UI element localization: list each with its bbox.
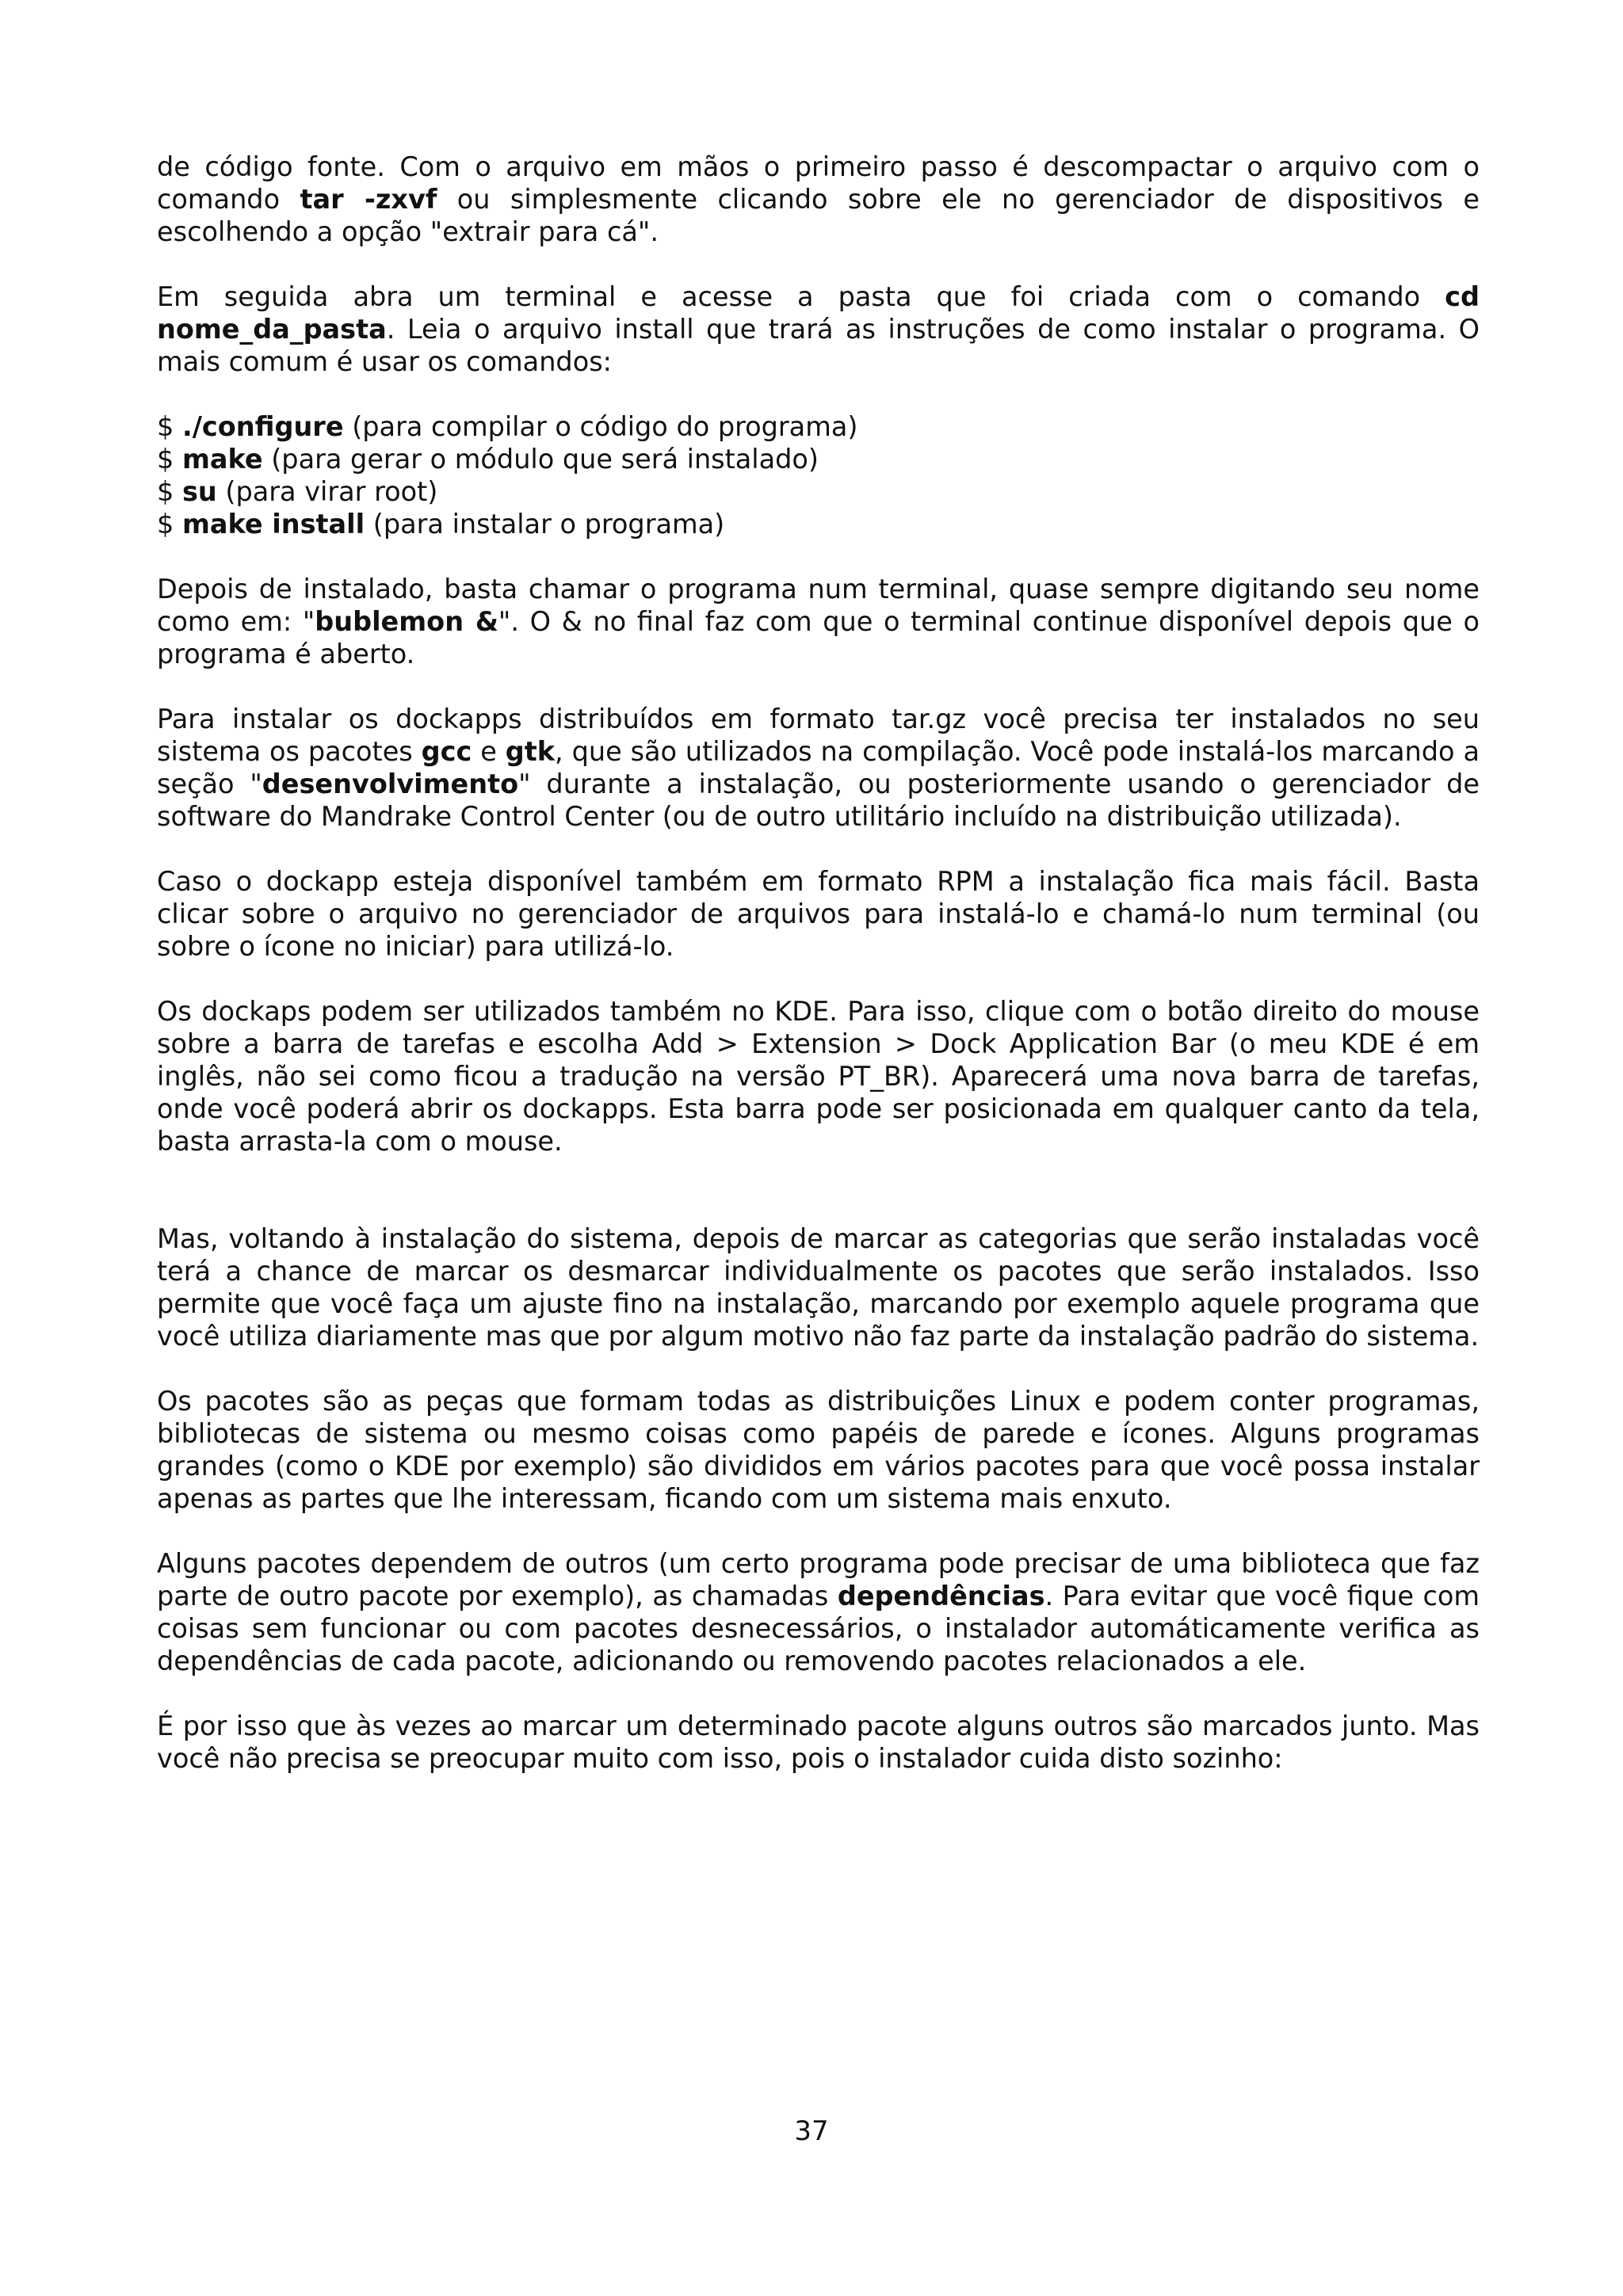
paragraph <box>157 703 1480 833</box>
bold-term: gcc <box>421 736 472 767</box>
command-note: (para compilar o código do programa) <box>343 411 858 442</box>
text-run: Mas, voltando à instalação do sistema, depois de marcar as categorias que serão instaladas você terá a chance de marcar os desmarcar individualmente os pacotes que serão instalados. Isso permite que você faça um ajuste fino na instalação, marcando por exemplo aquele programa que você utiliza diariamente mas que por algum motivo não faz parte da instalação padrão do sistema. <box>157 1223 1480 1352</box>
text-run: Alguns pacotes dependem de outros (um certo programa pode precisar de uma biblioteca que faz parte de outro pacote por exemplo), as chamadas <box>157 1548 1480 1611</box>
command-text: su <box>181 476 217 507</box>
text-run: É por isso que às vezes ao marcar um determinado pacote alguns outros são marcados junto. Mas você não precisa se preocupar muito com isso, pois o instalador cuida disto sozinho: <box>157 1711 1480 1774</box>
command-prompt: $ <box>157 444 182 475</box>
text-run: ". O & no final faz com que o terminal continue disponível depois que o programa é aberto. <box>157 606 1480 669</box>
paragraph <box>157 995 1480 1158</box>
text-run: e <box>472 736 506 767</box>
bold-term: cd nome_da_pasta <box>157 281 1480 345</box>
paragraph <box>157 280 1480 378</box>
text-run: " durante a instalação, ou posteriormente usando o gerenciador de software do Mandrake Control Center (ou de outro utilitário incluído na distribuição utilizada). <box>157 769 1480 832</box>
text-run: de código fonte. Com o arquivo em mãos o primeiro passo é descompactar o arquivo com o comando <box>157 151 1480 215</box>
paragraph <box>157 573 1480 670</box>
command-prompt: $ <box>157 509 182 540</box>
command-line <box>157 508 1480 540</box>
paragraph <box>157 865 1480 963</box>
command-prompt: $ <box>157 476 182 507</box>
paragraph <box>157 1547 1480 1677</box>
bold-term: gtk <box>505 736 556 767</box>
text-run: ou simplesmente clicando sobre ele no gerenciador de dispositivos e escolhendo a opção "extrair para cá". <box>157 184 1480 247</box>
bold-term: desenvolvimento <box>262 769 519 799</box>
bold-term: tar -zxvf <box>300 184 437 215</box>
command-line <box>157 443 1480 475</box>
command-list <box>157 410 1480 540</box>
page-number: 37 <box>794 2115 829 2147</box>
command-note: (para instalar o programa) <box>365 509 725 540</box>
paragraph <box>157 1710 1480 1775</box>
text-run: Os pacotes são as peças que formam todas as distribuições Linux e podem conter programas, bibliotecas de sistema ou mesmo coisas como papéis de parede e ícones. Alguns programas grandes (como o KDE por exemplo) são divididos em vários pacotes para que você possa instalar apenas as partes que lhe interessam, ficando com um sistema mais enxuto. <box>157 1386 1480 1514</box>
text-run: Para instalar os dockapps distribuídos em formato tar.gz você precisa ter instalados no seu sistema os pacotes <box>157 704 1480 767</box>
paragraph <box>157 1222 1480 1352</box>
command-note: (para gerar o módulo que será instalado) <box>262 444 819 475</box>
text-run: . Para evitar que você fique com coisas sem funcionar ou com pacotes desnecessários, o instalador automáticamente verifica as dependências de cada pacote, adicionando ou removendo pacotes relacionados a ele. <box>157 1581 1480 1676</box>
command-text: ./configure <box>181 411 344 442</box>
text-run: . Leia o arquivo install que trará as instruções de como instalar o programa. O mais comum é usar os comandos: <box>157 314 1480 377</box>
command-note: (para virar root) <box>216 476 438 507</box>
document-body <box>157 151 1480 1807</box>
paragraph <box>157 1385 1480 1515</box>
command-text: make <box>181 444 263 475</box>
text-run: , que são utilizados na compilação. Você pode instalá-los marcando a seção " <box>157 736 1480 799</box>
paragraph <box>157 151 1480 248</box>
bold-term: bublemon & <box>315 606 498 637</box>
command-prompt: $ <box>157 411 182 442</box>
text-run: Caso o dockapp esteja disponível também em formato RPM a instalação fica mais fácil. Basta clicar sobre o arquivo no gerenciador de arquivos para instalá-lo e chamá-lo num terminal (ou sobre o ícone no iniciar) para utilizá-lo. <box>157 866 1480 962</box>
text-run: Em seguida abra um terminal e acesse a pasta que foi criada com o comando <box>157 281 1445 312</box>
bold-term: dependências <box>837 1581 1045 1611</box>
text-run: Depois de instalado, basta chamar o programa num terminal, quase sempre digitando seu nome como em: " <box>157 574 1480 637</box>
command-line <box>157 475 1480 508</box>
command-text: make install <box>181 509 365 540</box>
command-line <box>157 410 1480 443</box>
text-run: Os dockaps podem ser utilizados também no KDE. Para isso, clique com o botão direito do mouse sobre a barra de tarefas e escolha Add > Extension > Dock Application Bar (o meu KDE é em inglês, não sei como ficou a tradução na versão PT_BR). Aparecerá uma nova barra de tarefas, onde você poderá abrir os dockapps. Esta barra pode ser posicionada em qualquer canto da tela, basta arrasta-la com o mouse. <box>157 996 1480 1157</box>
